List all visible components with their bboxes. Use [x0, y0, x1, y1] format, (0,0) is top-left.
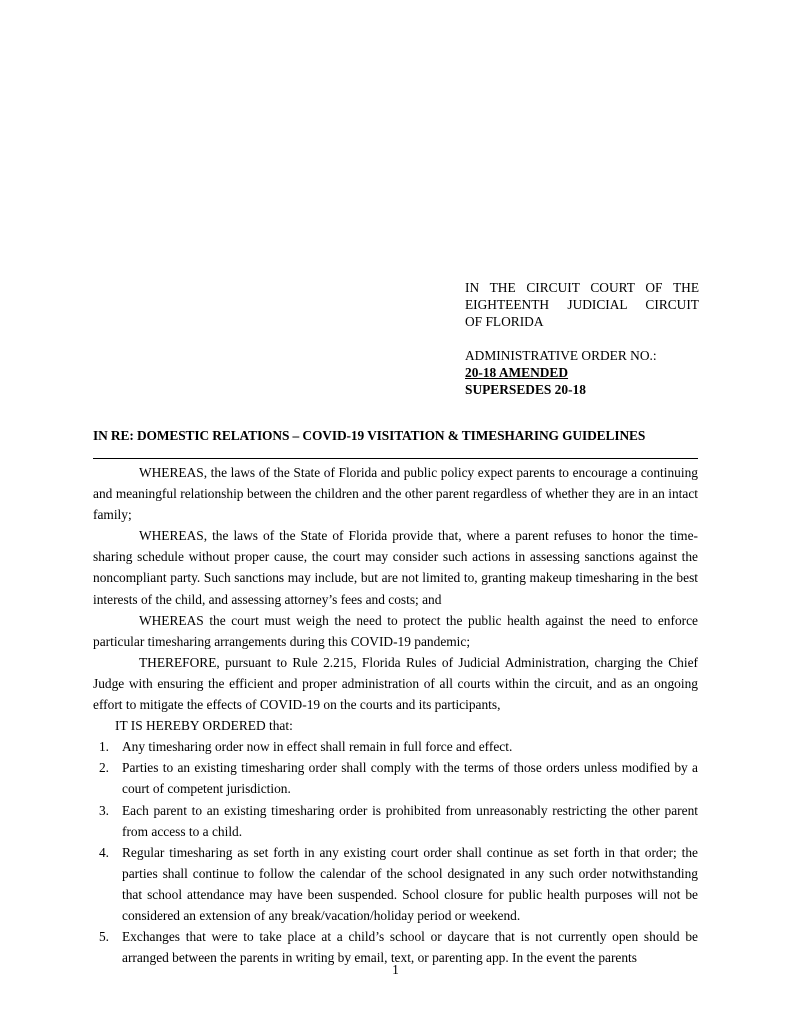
case-caption — [465, 279, 699, 398]
order-body — [93, 462, 698, 968]
item-number: 4. — [98, 844, 109, 860]
court-line-2: EIGHTEENTH JUDICIAL CIRCUIT — [465, 297, 699, 312]
ordered-intro: IT IS HEREBY ORDERED that: — [115, 718, 293, 734]
list-item — [93, 757, 698, 799]
supersedes-line: SUPERSEDES 20-18 — [465, 382, 586, 397]
item-text: Any timesharing order now in effect shall remain in full force and effect. — [122, 739, 513, 755]
item-text: Exchanges that were to take place at a child’s school or daycare that is not currently open should be arranged between the parents in writing by email, text, or parenting app. In the event the parents — [122, 929, 698, 966]
court-line-1: IN THE CIRCUIT COURT OF THE — [465, 280, 699, 295]
order-title: IN RE: DOMESTIC RELATIONS – COVID-19 VISITATION & TIMESHARING GUIDELINES — [93, 428, 646, 443]
list-item — [93, 800, 698, 842]
list-item — [93, 842, 698, 926]
order-items-list — [93, 736, 698, 968]
whereas-paragraph-2: WHEREAS, the laws of the State of Florida provide that, where a parent refuses to honor the time-sharing schedule without proper cause, the court may consider such actions in assessing sanctions against the noncompliant party. Such sanctions may include, but are not limited to, granting makeup timesharing in the best interests of the child, and assessing attorney’s fees and costs; and — [93, 528, 698, 607]
item-text: Regular timesharing as set forth in any existing court order shall continue as set forth in that order; the parties shall continue to follow the calendar of the school designated in any such order notwithstanding that school attendance may have been suspended. School closure for public health purposes will not be considered an extension of any break/vacation/holiday period or weekend. — [122, 844, 698, 923]
item-number: 3. — [98, 802, 109, 818]
whereas-paragraph-3: WHEREAS the court must weigh the need to protect the public health against the need to enforce particular timesharing arrangements during this COVID-19 pandemic; — [93, 612, 698, 649]
item-text: Parties to an existing timesharing order shall comply with the terms of those orders unless modified by a court of competent jurisdiction. — [122, 760, 698, 797]
item-text: Each parent to an existing timesharing order is prohibited from unreasonably restricting the other parent from access to a child. — [122, 802, 698, 839]
item-number: 2. — [98, 760, 109, 776]
item-number: 1. — [98, 739, 109, 755]
order-label: ADMINISTRATIVE ORDER NO.: — [465, 348, 657, 363]
therefore-paragraph: THEREFORE, pursuant to Rule 2.215, Florida Rules of Judicial Administration, charging the Chief Judge with ensuring the efficient and proper administration of all courts within the circuit, and as an ongoing effort to mitigate the effects of COVID-19 on the courts and its participants, — [93, 654, 698, 713]
list-item — [93, 736, 698, 757]
court-line-3: OF FLORIDA — [465, 314, 544, 329]
item-number: 5. — [98, 929, 109, 945]
title-rule — [93, 458, 698, 459]
whereas-paragraph-1: WHEREAS, the laws of the State of Florida and public policy expect parents to encourage a continuing and meaningful relationship between the children and the other parent regardless of whether they are in an intact family; — [93, 465, 698, 523]
order-number: 20-18 AMENDED — [465, 365, 569, 380]
page-number: 1 — [392, 962, 399, 977]
